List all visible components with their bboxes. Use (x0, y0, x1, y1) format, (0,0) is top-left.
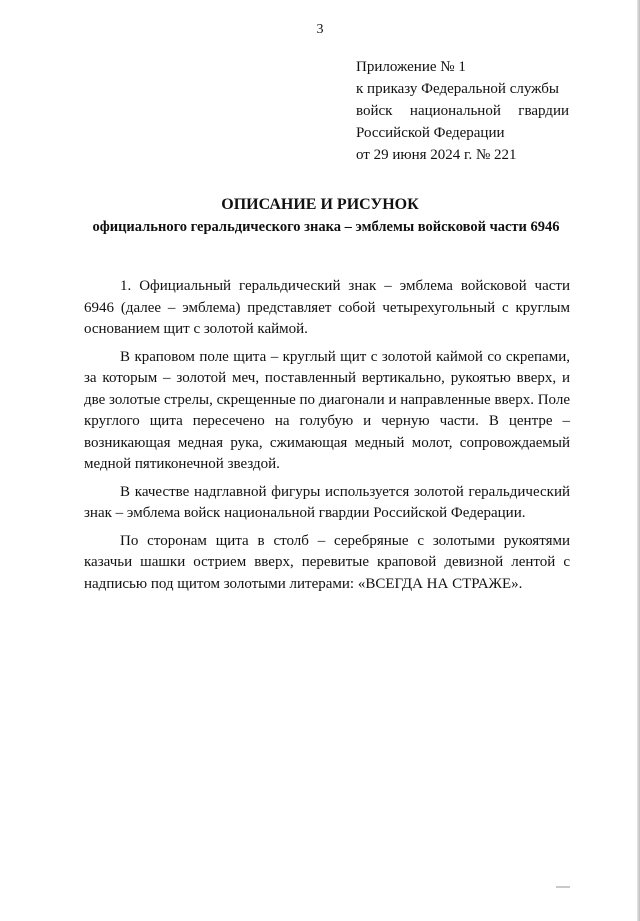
document-title: ОПИСАНИЕ И РИСУНОК (221, 196, 419, 213)
appendix-line: Российской Федерации (356, 125, 505, 141)
scan-artifact-mark (556, 886, 570, 888)
body-paragraph: В краповом поле щита – круглый щит с золотой каймой со скрепами, за которым – золотой меч, поставленный вертикально, рукоятью вверх, и две золотые стрелы, скрещенные по диагонали и направленные вверх. Поле круглого щита пересечено на голубую и черную части. В центре – возникающая медная рука, сжимающая медный молот, сопровождаемый медной пятиконечной звездой. (84, 348, 570, 472)
appendix-line: к приказу Федеральной службы (356, 81, 560, 97)
appendix-line: от 29 июня 2024 г. № 221 (356, 147, 517, 163)
body-paragraph: 1. Официальный геральдический знак – эмблема войсковой части 6946 (далее – эмблема) представляет собой четырехугольный с круглым основанием щит с золотой каймой. (84, 278, 570, 337)
document-subtitle: официального геральдического знака – эмблемы войсковой части 6946 (92, 219, 560, 235)
appendix-line: Приложение № 1 (356, 59, 466, 75)
body-paragraph: В качестве надглавной фигуры используется золотой геральдический знак – эмблема войск национальной гвардии Российской Федерации. (84, 483, 570, 521)
body-paragraph: По сторонам щита в столб – серебряные с золотыми рукоятями казачьи шашки острием вверх, перевитые краповой девизной лентой с надписью под щитом золотыми литерами: «ВСЕГДА НА СТРАЖЕ». (84, 532, 570, 592)
appendix-block (356, 56, 569, 166)
page-number: 3 (316, 22, 324, 37)
appendix-line: войск национальной гвардии (356, 103, 569, 119)
document-body (84, 276, 570, 595)
